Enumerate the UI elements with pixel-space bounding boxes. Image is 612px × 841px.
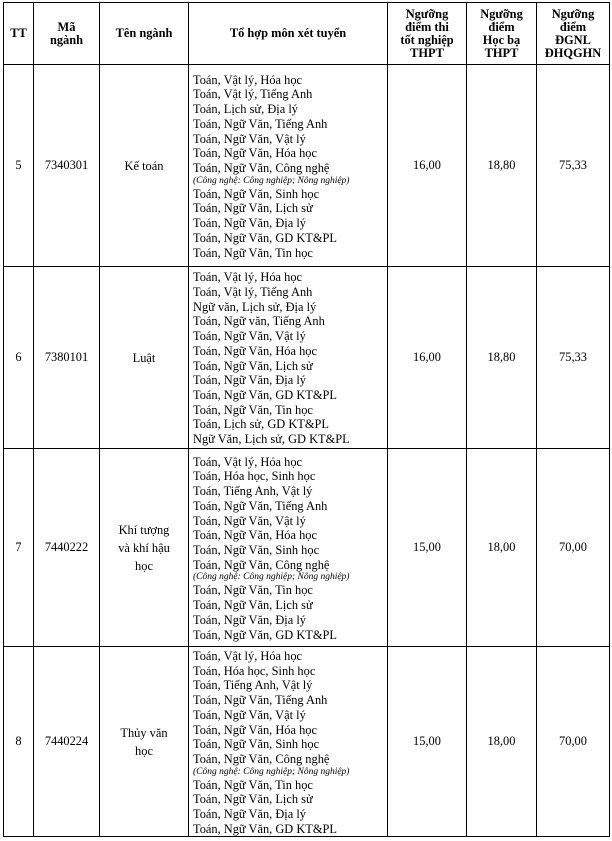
threshold-dgnl: 75,33	[537, 267, 610, 449]
combination-item: Toán, Vật lý, Hóa học	[193, 270, 303, 285]
major-name-line: và khí hậu	[118, 540, 170, 555]
combination-note: (Công nghệ: Công nghiệp; Nông nghiệp)	[193, 175, 350, 186]
major-name-line: học	[135, 558, 153, 573]
combination-item: Toán, Ngữ Văn, Địa lý	[193, 807, 306, 822]
combination-item: Toán, Ngữ Văn, Địa lý	[193, 373, 306, 388]
combination-item: Toán, Ngữ Văn, Hóa học	[193, 528, 317, 543]
combination-item: Toán, Lịch sử, Địa lý	[193, 102, 298, 117]
subject-combinations	[189, 647, 388, 837]
combination-item: Toán, Ngữ Văn, Vật lý	[193, 707, 306, 722]
major-code: 7380101	[34, 267, 100, 449]
combination-item: Toán, Ngữ Văn, Hóa học	[193, 146, 317, 161]
table-header-row	[4, 3, 610, 65]
major-name-line: Khí tượng	[118, 522, 170, 537]
combination-note: (Công nghệ: Công nghiệp; Nông nghiệp)	[193, 766, 350, 777]
threshold-thpt: 16,00	[388, 267, 467, 449]
combination-item: Toán, Ngữ Văn, GD KT&PL	[193, 387, 337, 402]
row-number: 6	[4, 267, 34, 449]
header-hoc-ba	[467, 3, 537, 65]
major-name	[100, 647, 189, 837]
header-line: THPT	[484, 45, 519, 60]
table-row	[4, 449, 610, 647]
combination-item: Toán, Ngữ Văn, Lịch sử	[193, 358, 313, 373]
combination-item: Toán, Ngữ Văn, Địa lý	[193, 216, 306, 231]
header-line: Ngưỡng	[480, 6, 523, 21]
combination-item: Toán, Hóa học, Sinh học	[193, 663, 316, 678]
header-tt: TT	[4, 3, 34, 65]
header-line: ngành	[49, 32, 84, 47]
major-name-line: Thủy văn	[120, 725, 168, 740]
major-code: 7440224	[34, 647, 100, 837]
combination-item: Toán, Ngữ Văn, Lịch sử	[193, 201, 313, 216]
header-line: Ngưỡng	[405, 6, 449, 21]
header-line: Ngưỡng	[551, 6, 595, 21]
combination-item: Toán, Ngữ Văn, Công nghệ	[193, 751, 330, 766]
header-ma-nganh	[34, 3, 100, 65]
header-line: ĐHQGHN	[544, 45, 602, 60]
combination-item: Toán, Vật lý, Hóa học	[193, 72, 303, 87]
combination-item: Toán, Ngữ Văn, Sinh học	[193, 543, 320, 557]
combination-item: Toán, Ngữ Văn, Vật lý	[193, 329, 306, 344]
combination-item: Toán, Ngữ Văn, Tiếng Anh	[193, 498, 328, 513]
combination-item: Toán, Ngữ văn, Tiếng Anh	[193, 314, 325, 329]
combination-item: Toán, Vật lý, Hóa học	[193, 454, 303, 469]
table-row	[4, 267, 610, 449]
combination-item: Toán, Ngữ Văn, GD KT&PL	[193, 821, 337, 836]
combination-item: Ngữ Văn, Lịch sử, GD KT&PL	[193, 432, 350, 447]
combination-item: Toán, Ngữ Văn, Lịch sử	[193, 598, 313, 613]
combination-item: Ngữ văn, Lịch sử, Địa lý	[193, 299, 317, 314]
row-number: 8	[4, 647, 34, 837]
header-line: điểm thi	[405, 19, 449, 34]
combination-item: Toán, Ngữ Văn, Vật lý	[193, 131, 306, 146]
threshold-dgnl: 70,00	[537, 647, 610, 837]
header-ten-nganh: Tên ngành	[100, 3, 189, 65]
header-to-hop: Tổ hợp môn xét tuyển	[189, 3, 388, 65]
table-row	[4, 65, 610, 267]
combination-item: Toán, Vật lý, Hóa học	[193, 649, 303, 663]
threshold-thpt: 16,00	[388, 65, 467, 267]
combination-item: Toán, Ngữ Văn, Tiếng Anh	[193, 116, 328, 131]
major-name	[100, 267, 189, 449]
header-line: Mã	[57, 19, 76, 34]
combination-item: Toán, Tiếng Anh, Vật lý	[193, 678, 313, 693]
major-name-line: Luật	[132, 350, 156, 365]
major-code: 7440222	[34, 449, 100, 647]
combination-item: Toán, Hóa học, Sinh học	[193, 469, 316, 484]
threshold-thpt: 15,00	[388, 449, 467, 647]
combination-item: Toán, Ngữ Văn, Vật lý	[193, 513, 306, 528]
combination-item: Toán, Ngữ Văn, Sinh học	[193, 737, 320, 752]
admission-threshold-table	[3, 2, 610, 837]
combination-item: Toán, Ngữ Văn, Tin học	[193, 402, 313, 417]
header-thpt	[388, 3, 467, 65]
threshold-dgnl: 75,33	[537, 65, 610, 267]
threshold-hoc-ba: 18,80	[467, 65, 537, 267]
combination-item: Toán, Ngữ Văn, Công nghệ	[193, 161, 330, 175]
header-line: điểm	[488, 19, 515, 34]
threshold-thpt: 15,00	[388, 647, 467, 837]
header-line: ĐGNL	[555, 32, 591, 47]
subject-combinations	[189, 449, 388, 647]
combination-item: Toán, Lịch sử, GD KT&PL	[193, 417, 329, 432]
combination-item: Toán, Ngữ Văn, Công nghệ	[193, 557, 330, 572]
header-dgnl	[537, 3, 610, 65]
major-code: 7340301	[34, 65, 100, 267]
combination-item: Toán, Ngữ Văn, Lịch sử	[193, 792, 313, 807]
subject-combinations	[189, 267, 388, 449]
combination-item: Toán, Vật lý, Tiếng Anh	[193, 284, 313, 299]
table-body	[4, 65, 610, 837]
combination-item: Toán, Ngữ Văn, Tiếng Anh	[193, 693, 328, 708]
row-number: 5	[4, 65, 34, 267]
major-name-line: Kế toán	[124, 158, 164, 173]
row-number: 7	[4, 449, 34, 647]
table-row	[4, 647, 610, 837]
combination-item: Toán, Ngữ Văn, Tin học	[193, 583, 313, 598]
combination-item: Toán, Ngữ Văn, GD KT&PL	[193, 627, 337, 642]
threshold-hoc-ba: 18,80	[467, 267, 537, 449]
threshold-hoc-ba: 18,00	[467, 647, 537, 837]
major-name	[100, 449, 189, 647]
threshold-hoc-ba: 18,00	[467, 449, 537, 647]
combination-item: Toán, Ngữ Văn, Sinh học	[193, 186, 320, 201]
header-line: tốt nghiệp	[400, 32, 454, 47]
combination-item: Toán, Vật lý, Tiếng Anh	[193, 87, 313, 102]
threshold-dgnl: 70,00	[537, 449, 610, 647]
combination-item: Toán, Ngữ Văn, Tin học	[193, 245, 313, 260]
header-line: Học bạ	[482, 32, 521, 47]
combination-note: (Công nghệ: Công nghiệp; Nông nghiệp)	[193, 572, 350, 583]
combination-item: Toán, Ngữ Văn, Tin học	[193, 777, 313, 792]
combination-item: Toán, Ngữ Văn, GD KT&PL	[193, 230, 337, 245]
combination-item: Toán, Ngữ Văn, Hóa học	[193, 343, 317, 358]
header-line: THPT	[410, 45, 444, 60]
combination-item: Toán, Ngữ Văn, Hóa học	[193, 722, 317, 737]
subject-combinations	[189, 65, 388, 267]
combination-item: Toán, Tiếng Anh, Vật lý	[193, 484, 313, 499]
header-line: điểm	[559, 19, 587, 34]
combination-item: Toán, Ngữ Văn, Địa lý	[193, 612, 306, 627]
major-name-line: học	[135, 743, 153, 758]
major-name	[100, 65, 189, 267]
